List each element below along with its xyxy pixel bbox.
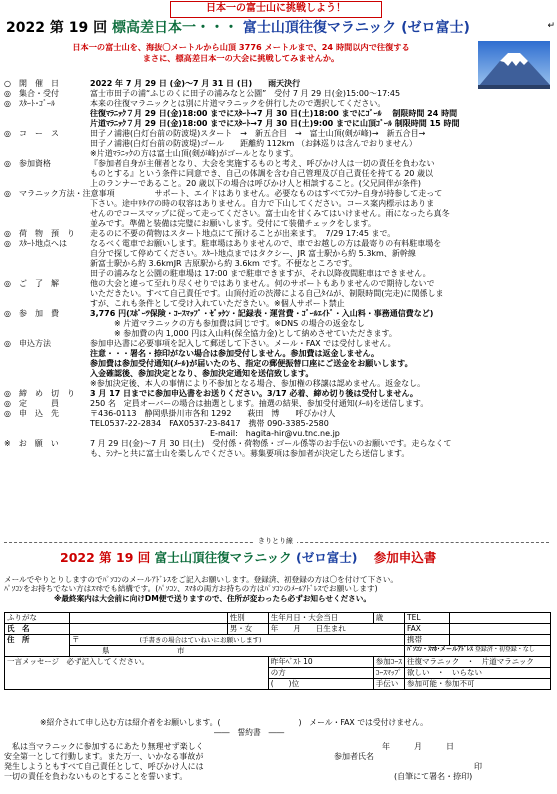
course-select[interactable]: 往復マラニック ・ 片道マラニック xyxy=(405,657,551,668)
subtitle-line2: まさに、標高差日本一の大会に挑戦してみませんか。 xyxy=(142,53,340,63)
return-arrow-icon: ↵ xyxy=(547,21,555,31)
subtitle-line1: 日本一の富士山を、海抜〇メートルから山頂 3776 メートルまで、24 時間以内で往復する xyxy=(72,42,410,52)
section-contact: ◎ 申 込 先 〒436-0113 静岡県掛川市各和 1292 萩田 博 呼びかけ人 TEL0537-22-2834 FAX0537-23-8417 携帯 090-3385-2580 E-mail: hagita-hir@vu.tnc.ne.jp xyxy=(4,409,549,439)
map-select[interactable]: 欲しい ・ いらない xyxy=(405,668,551,679)
section-understanding: ◎ ご 了 解 他の大会と違って至れり尽くせりではありません。何のサポートもありませんので期待しないで いただきたい。すべて自己責任です。山頂付近の渋滞による自己ﾀｲﾑが、制限時間(完走)に関係しま すが、これも条件として受け入れていただきたい。※個人サポート禁止 xyxy=(4,279,444,308)
section-method: ◎ マラニック方法・注意事項 サポート、エイドはありません。必要なものはすべてﾗﾝﾅｰ自身が持参して走って 下さい。途中ﾘﾀｲｱの時の収容はありません。自力で下山してください。コース案内標示はありま せんのでコースマップに従って走ってください。富士山を甘くみてはいけません。雨になったら真冬 並みです。準備と装備は完璧にお願いします。受付にて装備チェックをします。 xyxy=(4,189,450,228)
mobile-field[interactable] xyxy=(450,635,551,646)
guideline-list xyxy=(4,79,549,459)
section-apply: ◎ 申込方法 参加申込書に必要事項を記入して郵送して下さい。メール・FAX では受付しません。 注意・・・署名・捺印がない場合は参加受付しません。参加費は返金しません。 参加費は参加受付通知(ﾒｰﾙ)が届いたのち、指定の郵便振替口座にご送金をお願いします。 入金確認後、参加決定となり、参加決定通知を送信致します。 ※参加決定後、本人の事情により不参加となる場合、参加権の移譲は認めません。返金なし。 xyxy=(4,339,426,388)
section-course: ◎ コ ー ス 田子ノ浦港(白灯台前の防波堤)スタート → 新五合目 → 富士山頂(剣が峰)→ 新五合目→ 田子ノ浦港(白灯台前の防波堤)ゴール 距離約 112km （お鉢巡りは含んでおりません） ※片道ﾏﾗﾆｯｸの方は富士山頂(剣が峰)がゴールとなります。 xyxy=(4,129,426,158)
message-field[interactable]: 一言メッセージ 必ず記入してください。 xyxy=(5,657,269,690)
email-link[interactable]: E-mail: hagita-hir@vu.tnc.ne.jp xyxy=(210,429,340,438)
section-date: ○ 開 催 日 2022 年 7 月 29 日 (金)～7 月 31 日 (日) 雨天決行 xyxy=(4,79,301,88)
staff-select[interactable]: 参加可能・参加不可 xyxy=(405,679,551,690)
tel-field[interactable] xyxy=(450,613,551,624)
referral-note: ※紹介されて申し込む方は紹介者をお願いします。( ) メール・FAX では受付けません。 ―― 誓約書 ―― xyxy=(40,718,428,737)
page-title xyxy=(6,19,551,37)
email-field[interactable]: ﾊﾟｿｺﾝ・ｽﾏﾎ･メールｱﾄﾞﾚｽ 登録済・初登録・なし xyxy=(405,646,551,657)
section-access: ◎ ｽﾀｰﾄ地点へは なるべく電車でお願いします。駐車場はありませんので、車でお越しの方は最寄りの有料駐車場を 自分で探して停めてください。ｽﾀｰﾄ地点まではタクシー、JR 富士駅から約 5.3km、新幹線 新富士駅から約 3.6kmJR 吉原駅から約 3.6km です。不便なところです。 田子の浦みなと公園の駐車場は 17:00 まで駐車できますが、それ以降夜間駐車はできません。 xyxy=(4,239,442,278)
cut-line: きりとり線 xyxy=(4,542,549,543)
birthdate-field[interactable]: 年 月 日生まれ xyxy=(268,624,404,635)
seal-field[interactable]: 印 xyxy=(474,762,482,771)
title-edition: 第 19 回 xyxy=(49,20,108,36)
pledge: 私は当マラニックに参加するにあたり無理せず楽しく 年 月 日 安全第一として行動します。また万一、いかなる事故が 参加者氏名 発生しようともすべて自己責任として、呼びかけ人には 印 一切の責任を負わないものとすることを誓います。 (自筆にて署名・捺印) xyxy=(4,742,482,781)
name-field[interactable] xyxy=(70,624,228,635)
fax-field[interactable] xyxy=(450,624,551,635)
section-request: ※ お 願 い 7 月 29 日(金)～7 月 30 日(土) 受付係・荷物係・ゴール係等のお手伝いのお願いです。走らなくて も、ﾗﾝﾅｰと共に富士山を楽しんでください。募集要項は参加者が決定したら送信します。 xyxy=(4,439,452,458)
title-main-blue: 富士山頂往復マラニック xyxy=(242,20,397,36)
application-form: ふりがな 性別 生年月日・大会当日 歳 TEL 氏 名 男・女 年 月 日生まれ FAX 住 所 〒 (手書きの場合はていねいにお願いします) 携帯 県 市 ﾊﾟｿｺﾝ・ｽﾏﾎ･メールｱﾄﾞﾚｽ 登録済・初登録・なし 一言メッセージ 必ず記入してください。 昨年ﾍﾞｽﾄ 10 参加ｺｰｽ 往復マラニック ・ 片道マラニック の方 ｺｰｽﾏｯﾌﾟ 欲しい ・ いらない ( )位 手伝い 参加可能・参加不可 xyxy=(4,612,551,690)
section-baggage: ◎ 荷 物 預 り 走るのに不要の荷物はスタート地点にて預けることが出来ます。 7/29 17:45 まで。 xyxy=(4,229,396,238)
section-deadline: ◎ 締 め 切 り 3 月 17 日までに参加申込書をお送りください。3/17 必着、締め切り後は受付しません。 xyxy=(4,389,418,398)
section-capacity: ◎ 定 員 250 名 定員オーバーの場合は抽選とします。抽選の結果、参加受付通知(ﾒｰﾙ)を送信します。 xyxy=(4,399,429,408)
section-fee: ◎ 参 加 費 3,776 円(ｽﾎﾟｰﾂ保険・ｺｰｽﾏｯﾌﾟ・ｾﾞｯｹﾝ・記録表・運営費・ｺﾞｰﾙｴｲﾄﾞ・入山料・事務通信費など) ※ 片道マラニックの方も参加費は同じです。※DNS の場合の返金なし ※ 参加費の内 1,000 円は入山料(保全協力金)として納めさせていただきます。 xyxy=(4,309,434,338)
gender-select[interactable]: 男・女 xyxy=(227,624,268,635)
section-start-goal: ◎ ｽﾀｰﾄ･ｺﾞｰﾙ 本来の往復マラニックとは別に片道マラニックを併行したので選択してください。 往復ﾏﾗﾆｯｸ７月 29 日(金)18:00 までにｽﾀｰﾄ→7 月 30 日(土)18:00 までにｺﾞｰﾙ 制限時間 24 時間 片道ﾏﾗﾆｯｸ７月 29 日(金)18:00 までにｽﾀｰﾄ→7 月 30 日(土)9:00 までに山頂ｺﾞｰﾙ 制限時間 15 時間 xyxy=(4,99,460,128)
application-title: 2022 第 19 回 富士山頂往復マラニック (ゼロ富士) 参加申込書 xyxy=(60,550,437,565)
application-notes: メールでやりとりしますのでﾊﾟｿｺﾝのメールｱﾄﾞﾚｽをご記入お願いします。登録済、初登録の方は〇を付けて下さい。 ﾊﾟｿｺﾝをお持ちでない方はｽﾏﾎでも結構です。(ﾊﾟｿｺﾝ、ｽﾏﾎの両方お持ちの方はﾊﾟｿｺﾝのﾒｰﾙｱﾄﾞﾚｽでお願いします) ※最終案内は大会前に向けDM便で送りますので、住所が変わったら必ずお知らせください。 xyxy=(4,575,398,603)
rank-field[interactable]: ( )位 xyxy=(268,679,373,690)
section-eligibility: ◎ 参加資格 『参加者自身が主催者となり、大会を実施するものと考え、呼びかけ人は一切の責任を負わない ものとする』という条件に同意でき、自己の体調を含む自己管理及び自己責任を持てる 20 歳以 上のランナーであること。20 歳以下の場合は呼びかけ人と相談すること。(父兄同伴が条件) xyxy=(4,159,435,188)
title-paren: (ゼロ富士) xyxy=(401,20,470,36)
title-year: 2022 xyxy=(6,20,45,36)
subtitle xyxy=(6,42,476,64)
address-field[interactable]: 〒 (手書きの場合はていねいにお願いします) xyxy=(70,635,405,646)
banner: 日本一の富士山に挑戦しよう！ xyxy=(170,1,382,18)
title-main-green: 標高差日本一・・・ xyxy=(111,20,238,36)
section-gathering: ◎ 集合・受付 富士市田子の浦“ふじのくに田子の浦みなと公園” 受付 7 月 29 日(金)15:00～17:45 xyxy=(4,89,401,98)
